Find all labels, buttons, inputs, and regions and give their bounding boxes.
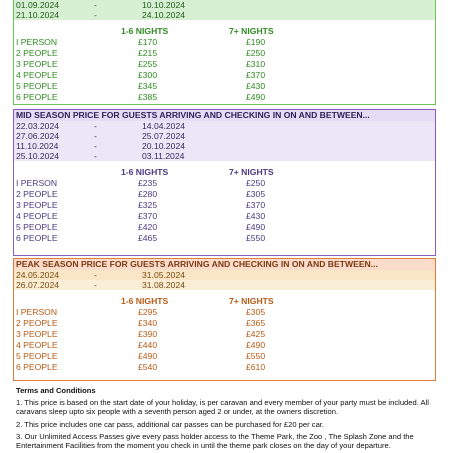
party-size-label: I PERSON [16, 37, 58, 47]
peak-season-price-section [13, 258, 436, 381]
date-to: 31.05.2024 [142, 270, 186, 280]
short-stay-price: £440 [138, 340, 158, 350]
price-row [14, 362, 435, 373]
party-size-label: 2 PEOPLE [16, 189, 58, 199]
date-from: 21.10.2024 [16, 10, 60, 20]
long-stay-price: £310 [246, 59, 266, 69]
price-row [14, 59, 435, 70]
party-size-label: I PERSON [16, 307, 58, 317]
party-size-label: 5 PEOPLE [16, 81, 58, 91]
terms-title: Terms and Conditions [16, 386, 96, 395]
date-range-row [14, 10, 435, 20]
date-to: 25.07.2024 [142, 131, 186, 141]
terms-item: 1. This price is based on the start date of your holiday, is per caravan and every member of your party must be included. All caravans sleep upto six people with a seventh person aged 2 or under, at the owners discretion. [16, 398, 429, 417]
short-stay-price: £340 [138, 318, 158, 328]
date-dash: - [94, 270, 97, 280]
long-stay-price: £425 [246, 329, 266, 339]
short-stay-price: £370 [138, 211, 158, 221]
date-from: 26.07.2024 [16, 280, 60, 290]
price-row [14, 189, 435, 200]
short-stay-header: 1-6 NIGHTS [121, 296, 169, 306]
price-row [14, 222, 435, 233]
price-row [14, 329, 435, 340]
long-stay-price: £490 [246, 340, 266, 350]
short-stay-price: £420 [138, 222, 158, 232]
short-stay-price: £295 [138, 307, 158, 317]
date-dash: - [94, 151, 97, 161]
party-size-label: 5 PEOPLE [16, 222, 58, 232]
date-range-row [14, 121, 435, 131]
long-stay-header: 7+ NIGHTS [229, 296, 274, 306]
short-stay-price: £300 [138, 70, 158, 80]
short-stay-price: £385 [138, 92, 158, 102]
price-column-headers [14, 167, 435, 178]
party-size-label: 4 PEOPLE [16, 70, 58, 80]
price-row [14, 178, 435, 189]
date-from: 01.09.2024 [16, 0, 60, 10]
price-row [14, 307, 435, 318]
price-row [14, 200, 435, 211]
price-row [14, 81, 435, 92]
date-to: 03.11.2024 [142, 151, 185, 161]
terms-and-conditions [16, 386, 436, 453]
long-stay-price: £490 [246, 222, 266, 232]
long-stay-price: £250 [246, 178, 266, 188]
party-size-label: 4 PEOPLE [16, 340, 58, 350]
short-stay-price: £465 [138, 233, 158, 243]
long-stay-price: £430 [246, 81, 266, 91]
price-row [14, 92, 435, 103]
long-stay-price: £250 [246, 48, 266, 58]
short-stay-price: £490 [138, 351, 158, 361]
long-stay-price: £305 [246, 307, 266, 317]
date-range-row [14, 0, 435, 10]
date-from: 11.10.2024 [16, 141, 59, 151]
party-size-label: 3 PEOPLE [16, 200, 58, 210]
long-stay-price: £370 [246, 70, 266, 80]
long-stay-price: £610 [246, 362, 266, 372]
date-range-row [14, 131, 435, 141]
long-stay-price: £490 [246, 92, 266, 102]
date-from: 22.03.2024 [16, 121, 60, 131]
date-range-row [14, 151, 435, 161]
off-peak-price-section [13, 0, 436, 105]
price-row [14, 340, 435, 351]
short-stay-price: £540 [138, 362, 158, 372]
short-stay-price: £280 [138, 189, 158, 199]
short-stay-price: £255 [138, 59, 158, 69]
price-row [14, 233, 435, 244]
party-size-label: I PERSON [16, 178, 58, 188]
date-from: 24.05.2024 [16, 270, 60, 280]
section-heading: PEAK SEASON PRICE FOR GUESTS ARRIVING AND CHECKING IN ON AND BETWEEN... [14, 259, 435, 270]
date-to: 10.10.2024 [142, 0, 186, 10]
short-stay-price: £390 [138, 329, 158, 339]
date-to: 14.04.2024 [142, 121, 186, 131]
date-range-row [14, 141, 435, 151]
party-size-label: 2 PEOPLE [16, 48, 58, 58]
party-size-label: 3 PEOPLE [16, 329, 58, 339]
long-stay-price: £550 [246, 233, 266, 243]
price-row [14, 48, 435, 59]
short-stay-price: £215 [138, 48, 158, 58]
date-dash: - [94, 0, 97, 10]
price-row [14, 318, 435, 329]
long-stay-price: £190 [246, 37, 266, 47]
short-stay-header: 1-6 NIGHTS [121, 26, 169, 36]
date-to: 24.10.2024 [142, 10, 186, 20]
long-stay-price: £370 [246, 200, 266, 210]
terms-item: 3. Our Unlimited Access Passes give every pass holder access to the Theme Park, the Zoo , The Splash Zone and the Entertainment Facilities from the moment you check in until the theme park closes on the day of your departure. [16, 431, 414, 451]
price-row [14, 351, 435, 362]
date-from: 25.10.2024 [16, 151, 60, 161]
price-row [14, 70, 435, 81]
mid-season-price-section [13, 109, 436, 256]
party-size-label: 6 PEOPLE [16, 362, 58, 372]
date-range-row [14, 280, 435, 290]
long-stay-header: 7+ NIGHTS [229, 26, 274, 36]
price-column-headers [14, 26, 435, 37]
party-size-label: 2 PEOPLE [16, 318, 58, 328]
price-row [14, 211, 435, 222]
short-stay-price: £235 [138, 178, 158, 188]
date-dash: - [94, 131, 97, 141]
party-size-label: 5 PEOPLE [16, 351, 58, 361]
party-size-label: 6 PEOPLE [16, 92, 58, 102]
section-heading: MID SEASON PRICE FOR GUESTS ARRIVING AND CHECKING IN ON AND BETWEEN... [14, 110, 435, 121]
date-dash: - [94, 10, 97, 20]
date-from: 27.06.2024 [16, 131, 60, 141]
date-range-row [14, 270, 435, 280]
date-dash: - [94, 121, 97, 131]
party-size-label: 4 PEOPLE [16, 211, 58, 221]
long-stay-price: £365 [246, 318, 266, 328]
long-stay-header: 7+ NIGHTS [229, 167, 274, 177]
long-stay-price: £305 [246, 189, 266, 199]
long-stay-price: £430 [246, 211, 266, 221]
date-dash: - [94, 280, 97, 290]
short-stay-price: £325 [138, 200, 158, 210]
date-dash: - [94, 141, 97, 151]
short-stay-header: 1-6 NIGHTS [121, 167, 169, 177]
terms-item: 2. This price includes one car pass, additional car passes can be purchased for £20 per car. [16, 419, 325, 429]
date-to: 31.08.2024 [142, 280, 186, 290]
price-column-headers [14, 296, 435, 307]
party-size-label: 3 PEOPLE [16, 59, 58, 69]
short-stay-price: £345 [138, 81, 158, 91]
party-size-label: 6 PEOPLE [16, 233, 58, 243]
date-to: 20.10.2024 [142, 141, 186, 151]
long-stay-price: £550 [246, 351, 266, 361]
short-stay-price: £170 [138, 37, 158, 47]
price-row [14, 37, 435, 48]
